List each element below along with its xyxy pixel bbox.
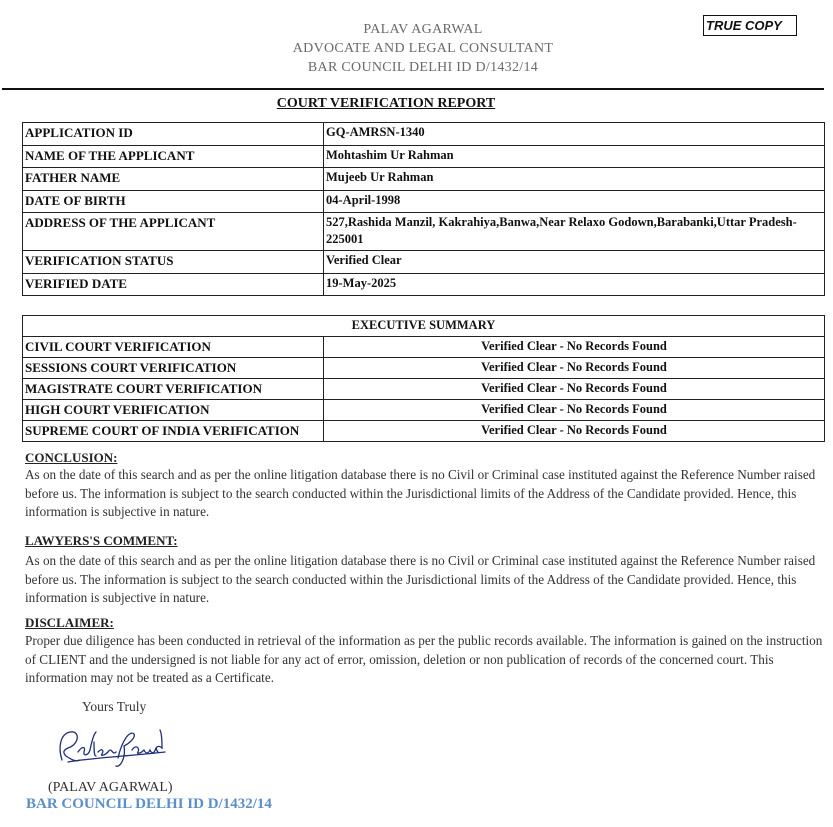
conclusion-text: As on the date of this search and as per the online litigation database there is no Civil or Criminal case instituted against the Reference Number raised before us. The information is subject to the search conducted within the Jurisdictional limits of the Address of the Candidate provided. Hence, this information is subjective in nature. [25, 467, 816, 519]
table-row [23, 337, 825, 358]
closing-salutation: Yours Truly [82, 699, 147, 714]
applicant-details-table [22, 122, 825, 296]
detail-value: 19-May-2025 [324, 273, 825, 296]
table-row [23, 213, 825, 251]
summary-value: Verified Clear - No Records Found [324, 337, 825, 358]
lawyers-comment-heading: LAWYERS'S COMMENT: [25, 533, 178, 548]
detail-value: 04-April-1998 [324, 190, 825, 213]
table-row [23, 400, 825, 421]
table-row [23, 421, 825, 442]
table-header-row [23, 316, 825, 337]
detail-label: APPLICATION ID [23, 123, 324, 146]
summary-label: SESSIONS COURT VERIFICATION [23, 358, 324, 379]
handwritten-signature [50, 722, 170, 772]
executive-summary-table [22, 315, 825, 442]
table-row [23, 190, 825, 213]
lawyers-comment-text: As on the date of this search and as per the online litigation database there is no Civil or Criminal case instituted against the Reference Number raised before us. The information is subject to the search conducted within the Jurisdictional limits of the Address of the Candidate provided. Hence, this information is subjective in nature. [25, 553, 816, 605]
report-title: COURT VERIFICATION REPORT [276, 96, 496, 111]
detail-label: DATE OF BIRTH [23, 190, 324, 213]
table-row [23, 168, 825, 191]
disclaimer-heading: DISCLAIMER: [25, 615, 114, 630]
detail-label: FATHER NAME [23, 168, 324, 191]
signatory-bar-id: BAR COUNCIL DELHI ID D/1432/14 [26, 796, 272, 812]
table-row [23, 251, 825, 274]
advocate-name: PALAV AGARWAL [363, 22, 483, 37]
table-row [23, 358, 825, 379]
summary-value: Verified Clear - No Records Found [324, 400, 825, 421]
disclaimer-text: Proper due diligence has been conducted in retrieval of the information as per the public records available. The information is gained on the instruction of CLIENT and the undersigned is not liable for any act of error, omission, deletion or non publication of records of the concerned court. This information may not be treated as a Certificate. [25, 633, 823, 685]
advocate-bar-id: BAR COUNCIL DELHI ID D/1432/14 [307, 60, 539, 75]
summary-value: Verified Clear - No Records Found [324, 421, 825, 442]
detail-label: ADDRESS OF THE APPLICANT [23, 213, 324, 251]
detail-value: 527,Rashida Manzil, Kakrahiya,Banwa,Near Relaxo Godown,Barabanki,Uttar Pradesh-225001 [324, 213, 825, 251]
summary-label: HIGH COURT VERIFICATION [23, 400, 324, 421]
detail-label: VERIFICATION STATUS [23, 251, 324, 274]
detail-value: Verified Clear [324, 251, 825, 274]
summary-value: Verified Clear - No Records Found [324, 379, 825, 400]
table-row [23, 145, 825, 168]
detail-label: NAME OF THE APPLICANT [23, 145, 324, 168]
summary-label: SUPREME COURT OF INDIA VERIFICATION [23, 421, 324, 442]
detail-value: Mujeeb Ur Rahman [324, 168, 825, 191]
detail-value: GQ-AMRSN-1340 [324, 123, 825, 146]
summary-label: MAGISTRATE COURT VERIFICATION [23, 379, 324, 400]
executive-summary-heading: EXECUTIVE SUMMARY [23, 316, 825, 337]
detail-label: VERIFIED DATE [23, 273, 324, 296]
summary-label: CIVIL COURT VERIFICATION [23, 337, 324, 358]
conclusion-heading: CONCLUSION: [25, 450, 118, 465]
table-row [23, 379, 825, 400]
header-divider [2, 88, 824, 90]
signatory-name: (PALAV AGARWAL) [48, 780, 173, 795]
true-copy-stamp: TRUE COPY [703, 15, 797, 36]
summary-value: Verified Clear - No Records Found [324, 358, 825, 379]
advocate-designation: ADVOCATE AND LEGAL CONSULTANT [292, 41, 554, 56]
table-row [23, 123, 825, 146]
detail-value: Mohtashim Ur Rahman [324, 145, 825, 168]
table-row [23, 273, 825, 296]
